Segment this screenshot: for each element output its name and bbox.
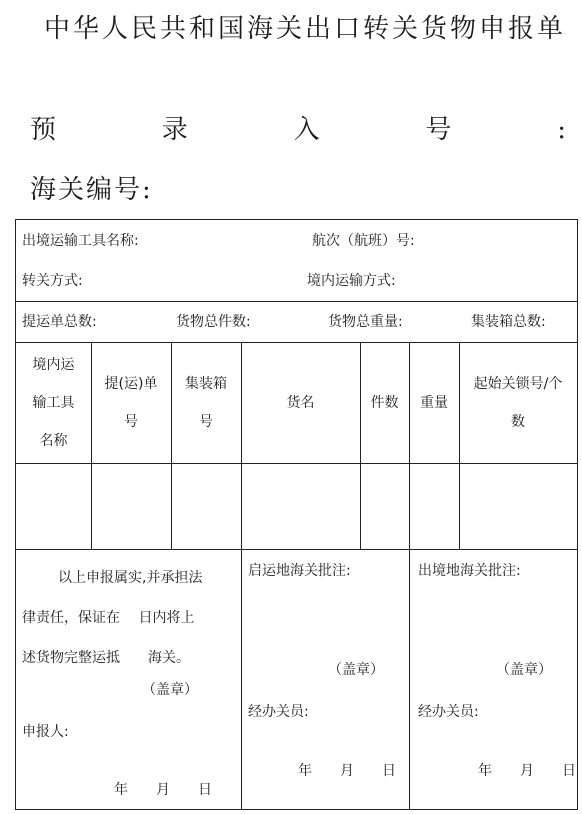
voyage-number-label: 航次（航班）号: bbox=[312, 233, 415, 249]
cell-pieces[interactable] bbox=[361, 464, 409, 549]
column-header-bill-of-lading: 提(运)单 号 bbox=[104, 375, 158, 430]
declaration-line: 律责任，保证在 日内将上 bbox=[22, 610, 195, 626]
preentry-char: 号 bbox=[425, 115, 452, 145]
declaration-line: 以上申报属实,并承担法 bbox=[58, 570, 203, 586]
cell-bill-of-lading[interactable] bbox=[92, 464, 171, 549]
bl-total-label: 提运单总数: bbox=[22, 314, 97, 330]
cell-lock-number[interactable] bbox=[460, 464, 577, 549]
departure-officer-label: 经办关员: bbox=[248, 704, 309, 720]
outbound-transport-name-label: 出境运输工具名称: bbox=[22, 233, 139, 249]
column-header-pieces: 件数 bbox=[370, 394, 399, 411]
preentry-char: 入 bbox=[293, 115, 320, 145]
departure-customs-date: 年 月 日 bbox=[298, 763, 396, 779]
column-divider bbox=[241, 549, 242, 810]
container-total-label: 集装箱总数: bbox=[471, 314, 546, 330]
form-divider bbox=[16, 301, 577, 302]
declarant-label: 申报人: bbox=[22, 724, 69, 740]
preentry-char: 录 bbox=[161, 115, 188, 145]
goods-total-pieces-label: 货物总件数: bbox=[176, 314, 251, 330]
declarant-seal: （盖章） bbox=[142, 682, 198, 698]
declaration-form bbox=[15, 219, 578, 810]
cell-goods-name[interactable] bbox=[242, 464, 360, 549]
transit-mode-label: 转关方式: bbox=[22, 273, 83, 289]
document-title: 中华人民共和国海关出口转关货物申报单 bbox=[44, 14, 567, 44]
column-divider bbox=[409, 549, 410, 810]
declaration-line: 述货物完整运抵 海关。 bbox=[22, 650, 190, 666]
exit-customs-date: 年 月 日 bbox=[478, 763, 576, 779]
column-header-domestic-transport: 境内运 输工具 名称 bbox=[32, 356, 75, 449]
declarant-date: 年 月 日 bbox=[114, 782, 212, 798]
declaration-statement bbox=[22, 558, 238, 678]
exit-customs-label: 出境地海关批注: bbox=[418, 563, 521, 579]
cell-container-number[interactable] bbox=[172, 464, 241, 549]
preentry-number-row bbox=[30, 110, 566, 150]
preentry-char: 预 bbox=[30, 115, 57, 145]
form-divider bbox=[16, 549, 577, 550]
exit-customs-seal: （盖章） bbox=[496, 662, 552, 678]
cell-weight[interactable] bbox=[410, 464, 459, 549]
cell-domestic-transport[interactable] bbox=[16, 464, 91, 549]
goods-total-weight-label: 货物总重量: bbox=[328, 314, 403, 330]
column-header-weight: 重量 bbox=[420, 394, 448, 411]
exit-officer-label: 经办关员: bbox=[418, 704, 479, 720]
domestic-transport-mode-label: 境内运输方式: bbox=[307, 273, 396, 289]
column-header-lock-number: 起始关锁号/个 数 bbox=[473, 375, 563, 430]
departure-customs-label: 启运地海关批注: bbox=[248, 563, 351, 579]
customs-number-label: 海关编号: bbox=[30, 175, 153, 205]
column-header-container-number: 集装箱 号 bbox=[185, 375, 227, 430]
departure-customs-seal: （盖章） bbox=[328, 662, 384, 678]
column-header-goods-name: 货名 bbox=[286, 394, 315, 411]
preentry-colon: : bbox=[557, 115, 566, 145]
